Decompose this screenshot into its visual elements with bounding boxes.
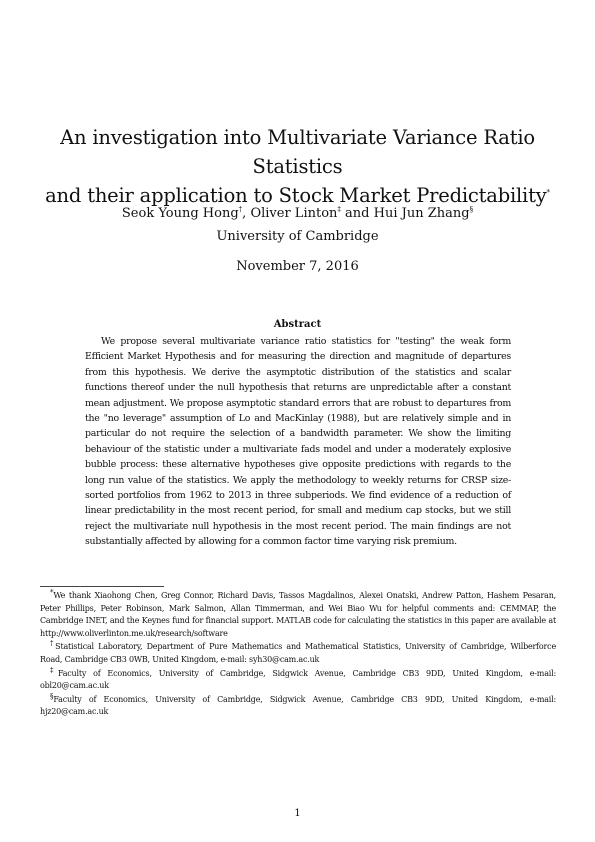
footnotes	[40, 590, 556, 719]
footnote-rule	[40, 586, 164, 587]
footnote-text: Statistical Laboratory, Department of Pure Mathematics and Mathematical Statistics, University of Cambridge, Wilberforce Road, Cambridge CB3 0WB, United Kingdom, e-mail: syh30@cam.ac.uk	[40, 642, 556, 664]
author-name: Seok Young Hong	[121, 206, 239, 221]
footnote-marker: ‡	[50, 665, 58, 674]
paper-title	[40, 123, 555, 210]
author-separator: ,	[242, 206, 247, 221]
footnote-text: Faculty of Economics, University of Cambridge, Sidgwick Avenue, Cambridge CB3 9DD, United Kingdom, e-mail: obl20@cam.ac.uk	[40, 668, 556, 691]
author-list	[0, 205, 595, 222]
footnote-marker: *	[50, 588, 54, 597]
footnote-text: We thank Xiaohong Chen, Greg Connor, Richard Davis, Tassos Magdalinos, Alexei Onatski, Andrew Patton, Hashem Pesaran, Peter Phillips, Peter Robinson, Mark Salmon, Allan Timmerman, and Wei Biao Wu for helpful comments and: CEMMAP, the Cambridge INET, and the Keynes fund for financial support. MATLAB code for calculating the statistics in this paper are available at http://www.oliverlinton.me.uk/research/software	[40, 591, 556, 638]
title-line-2: and their application to Stock Market Predictability	[45, 184, 547, 207]
footnote	[40, 665, 556, 693]
paper-date: November 7, 2016	[236, 259, 359, 274]
footnote	[40, 641, 556, 666]
author-name: Oliver Linton	[250, 206, 338, 221]
title-line-1: An investigation into Multivariate Variance Ratio Statistics	[60, 126, 535, 178]
author-footnote-marker: †	[238, 205, 243, 214]
page-number: 1	[294, 808, 301, 819]
title-footnote-marker: *	[546, 188, 550, 197]
footnote	[40, 590, 556, 640]
author-footnote-marker: ‡	[337, 205, 341, 214]
footnote	[40, 694, 556, 719]
author-name: Hui Jun Zhang	[373, 206, 470, 221]
abstract-heading: Abstract	[273, 319, 322, 330]
author-footnote-marker: §	[469, 205, 474, 214]
author-and: and	[345, 206, 370, 221]
affiliation: University of Cambridge	[216, 229, 379, 244]
footnote-marker: †	[50, 639, 56, 648]
footnote-text: Faculty of Economics, University of Cambridge, Sidgwick Avenue, Cambridge CB3 9DD, United Kingdom, e-mail: hjz20@cam.ac.uk	[40, 694, 556, 717]
footnote-marker: §	[50, 692, 54, 701]
abstract-body: We propose several multivariate variance ratio statistics for "testing" the weak form Efficient Market Hypothesis and for measuring the direction and magnitude of departures from this hypothesis. We derive the asymptotic distribution of the statistics and scalar functions thereof under the null hypothesis that returns are unpredictable after a constant mean adjustment. We propose asymptotic standard errors that are robust to departures from the "no leverage" assumption of Lo and MacKinlay (1988), but are relatively simple and in particular do not require the selection of a bandwidth parameter. We show the limiting behaviour of the statistic under a multivariate fads model and under a moderately explosive bubble process: these alternative hypotheses give opposite predictions with regards to the long run value of the statistics. We apply the methodology to weekly returns for CRSP size-sorted portfolios from 1962 to 2013 in three subperiods. We find evidence of a reduction of linear predictability in the most recent period, for small and medium cap stocks, but we still reject the multivariate null hypothesis in the most recent period. The main findings are not substantially affected by allowing for a common factor time varying risk premium.	[85, 336, 511, 548]
